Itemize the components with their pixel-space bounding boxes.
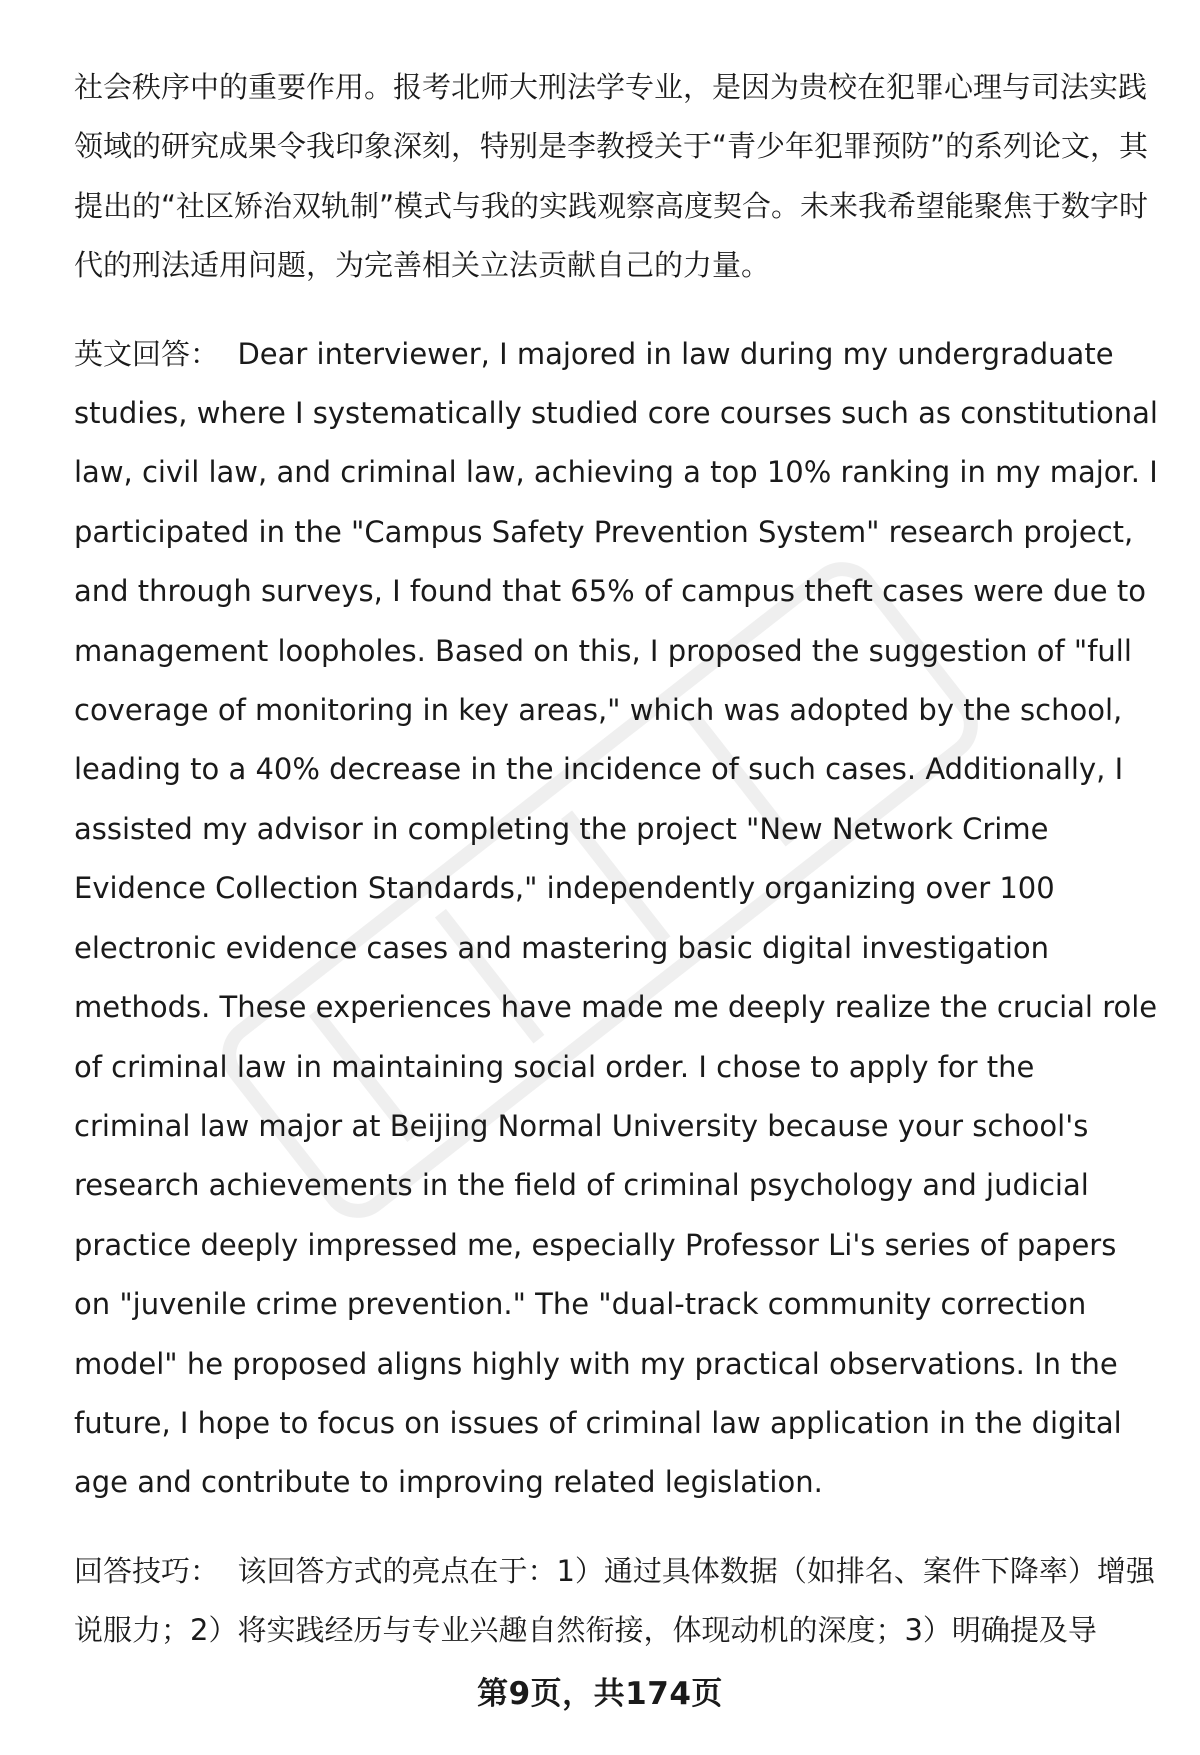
english-answer-label: 英文回答： bbox=[74, 336, 238, 371]
document-body bbox=[74, 58, 1168, 1661]
intro-paragraph: 社会秩序中的重要作用。报考北师大刑法学专业，是因为贵校在犯罪心理与司法实践领域的研究成果令我印象深刻，特别是李教授关于“青少年犯罪预防”的系列论文，其提出的“社区矫治双轨制”模式与我的实践观察高度契合。未来我希望能聚焦于数字时代的刑法适用问题，为完善相关立法贡献自己的力量。 bbox=[74, 70, 1149, 283]
tips-text: 该回答方式的亮点在于：1）通过具体数据（如排名、案件下降率）增强说服力；2）将实践经历与专业兴趣自然衔接，体现动机的深度；3）明确提及导 bbox=[74, 1553, 1155, 1648]
tips-paragraph bbox=[74, 1542, 1159, 1661]
english-answer-text: Dear interviewer, I majored in law during my undergraduate studies, where I systematically studied core courses such as constitutional law, civil law, and criminal law, achieving a top 10% ranking in my major. I participated in the "Campus Safety Prevention System" research project, and through surveys, I found that 65% of campus theft cases were due to management loopholes. Based on this, I proposed the suggestion of "full coverage of monitoring in key areas," which was adopted by the school, leading to a 40% decrease in the incidence of such cases. Additionally, I assisted my advisor in completing the project "New Network Crime Evidence Collection Standards," independently organizing over 100 electronic evidence cases and mastering basic digital investigation methods. These experiences have made me deeply realize the crucial role of criminal law in maintaining social order. I chose to apply for the criminal law major at Beijing Normal University because your school's research achievements in the field of criminal psychology and judicial practice deeply impressed me, especially Professor Li's series of papers on "juvenile crime prevention." The "dual-track community correction model" he proposed aligns highly with my practical observations. In the future, I hope to focus on issues of criminal law application in the digital age and contribute to improving related legislation. bbox=[74, 336, 1168, 1500]
paragraph-spacer bbox=[74, 296, 1159, 325]
english-answer-paragraph bbox=[74, 325, 1168, 1513]
tips-label: 回答技巧： bbox=[74, 1553, 238, 1588]
page-number-footer: 第9页，共174页 bbox=[477, 1676, 723, 1712]
paragraph-spacer bbox=[74, 1513, 1159, 1542]
